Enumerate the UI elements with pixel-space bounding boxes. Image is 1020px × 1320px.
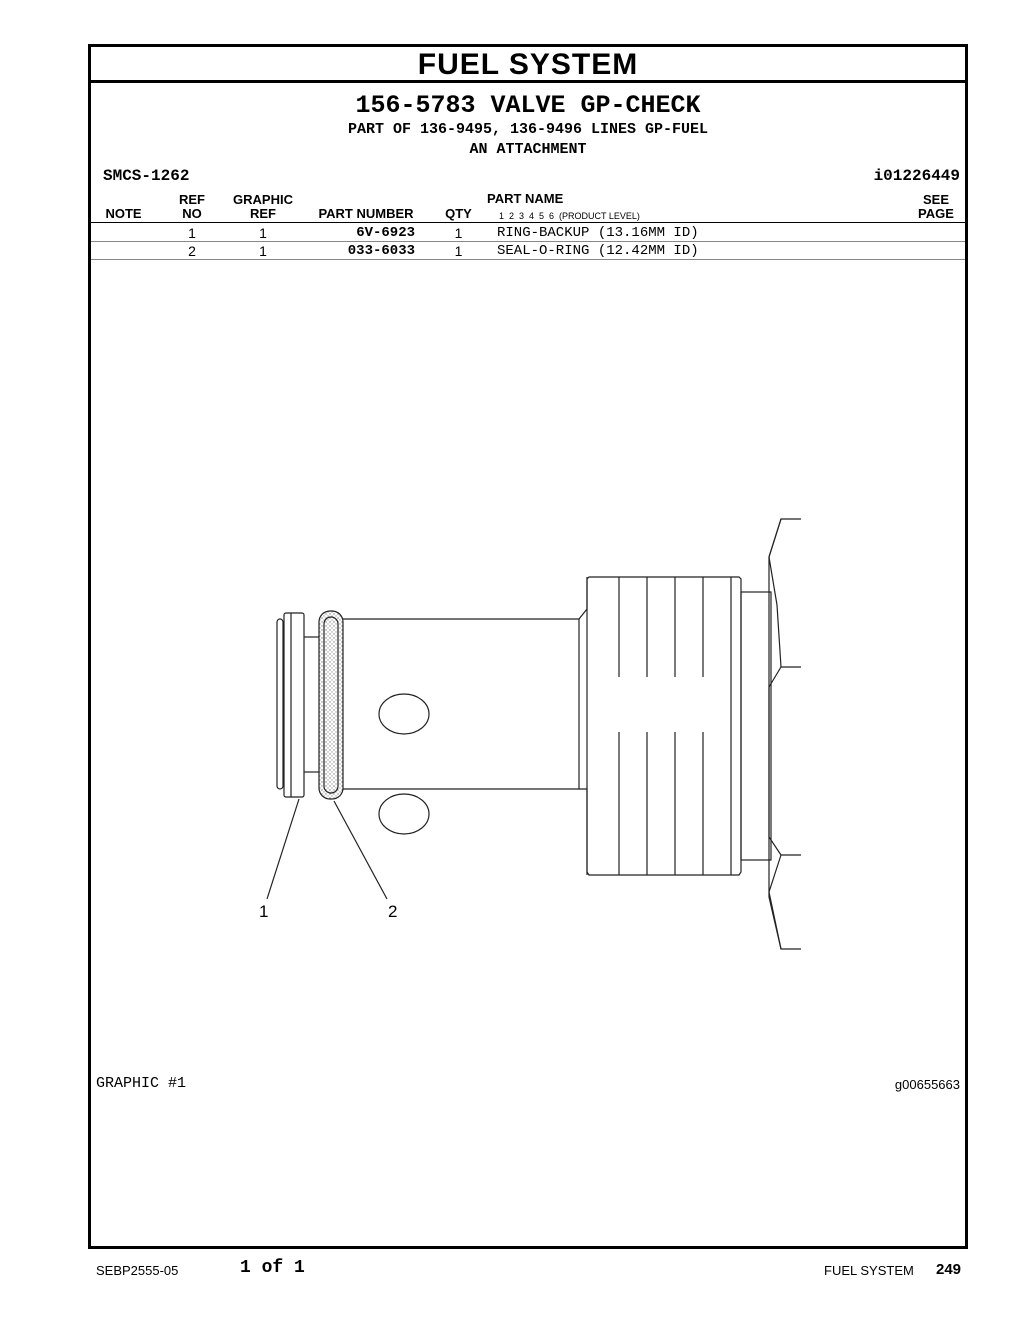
cell-part-number: 6V-6923 — [356, 225, 415, 241]
section-title: FUEL SYSTEM — [91, 47, 965, 83]
header-product-level: 1 2 3 4 5 6 (PRODUCT LEVEL) — [499, 211, 640, 221]
row-divider — [91, 241, 965, 242]
cell-qty: 1 — [454, 243, 463, 259]
cell-graphic-ref: 1 — [259, 225, 267, 241]
header-ref-top: REF — [179, 192, 205, 207]
o-ring-shape — [319, 611, 343, 799]
header-note: NOTE — [105, 206, 142, 221]
document-id: SEBP2555-05 — [96, 1263, 179, 1278]
cell-part-name: SEAL-O-RING (12.42MM ID) — [497, 243, 699, 259]
page-of-indicator: 1 of 1 — [240, 1258, 305, 1278]
part-of-line: PART OF 136-9495, 136-9496 LINES GP-FUEL — [347, 121, 709, 138]
graphic-label: GRAPHIC #1 — [96, 1075, 187, 1092]
header-see-bottom: PAGE — [918, 206, 954, 221]
info-id: i01226449 — [873, 167, 960, 185]
body-port-upper — [379, 694, 429, 734]
part-heading: 156-5783 VALVE GP-CHECK — [355, 91, 701, 120]
cell-part-name: RING-BACKUP (13.16MM ID) — [497, 225, 699, 241]
leader-line-1 — [267, 799, 299, 899]
header-ref-bottom: NO — [182, 206, 202, 221]
graphic-id: g00655663 — [894, 1077, 960, 1092]
header-part-number: PART NUMBER — [318, 206, 414, 221]
header-graphic-bottom: REF — [250, 206, 276, 221]
cell-graphic-ref: 1 — [259, 243, 267, 259]
backup-ring-shape — [277, 613, 304, 797]
cell-part-number: 033-6033 — [347, 243, 415, 259]
cell-qty: 1 — [454, 225, 463, 241]
attachment-line: AN ATTACHMENT — [469, 141, 587, 158]
row-divider — [91, 259, 965, 260]
page-frame — [88, 44, 968, 1249]
table-header-divider — [91, 222, 965, 223]
footer-section: FUEL SYSTEM — [824, 1263, 914, 1278]
header-see-top: SEE — [922, 192, 949, 207]
header-graphic-top: GRAPHIC — [233, 192, 293, 207]
header-part-name: PART NAME — [487, 191, 564, 206]
cell-ref-no: 1 — [188, 225, 196, 241]
header-qty: QTY — [445, 206, 472, 221]
valve-drawing — [241, 517, 801, 957]
callout-1: 1 — [259, 902, 269, 921]
cell-ref-no: 2 — [188, 243, 196, 259]
body-port-lower — [379, 794, 429, 834]
callout-2: 2 — [388, 902, 398, 921]
smcs-code: SMCS-1262 — [103, 167, 190, 185]
page-number: 249 — [936, 1261, 962, 1278]
